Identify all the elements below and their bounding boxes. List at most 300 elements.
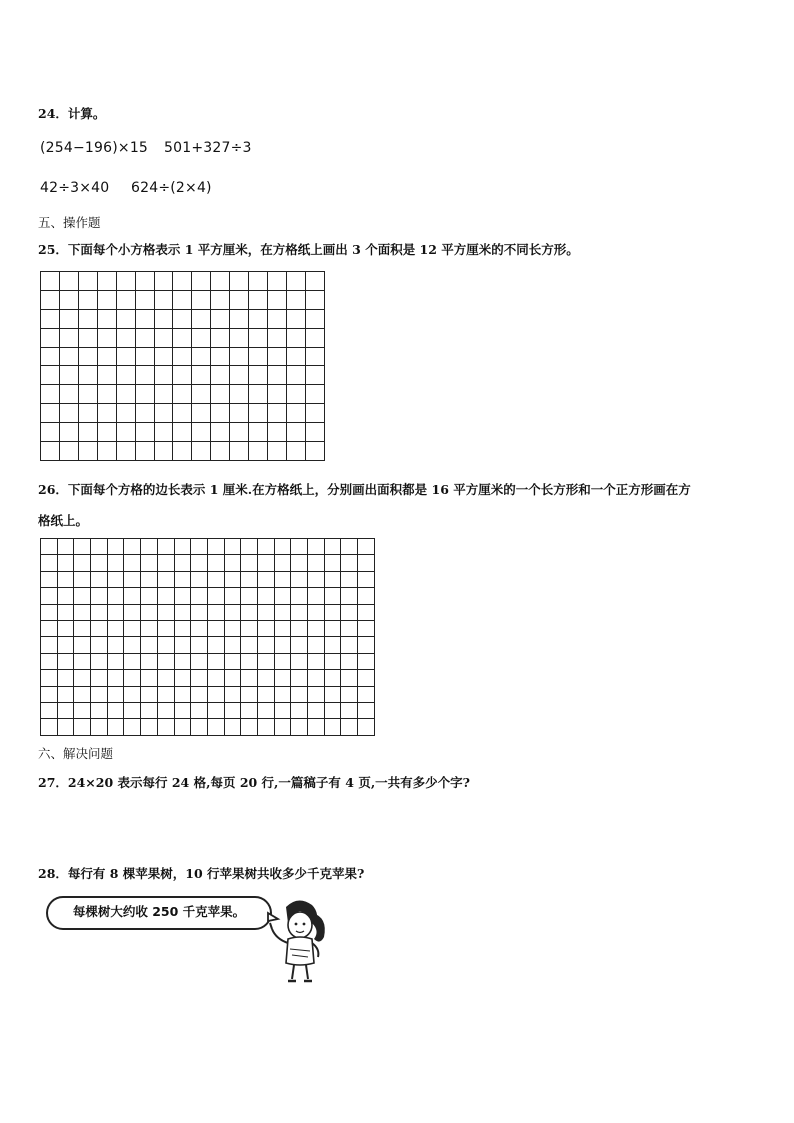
grid-cell [274, 539, 291, 555]
grid-cell [241, 703, 258, 719]
grid-cell [41, 604, 58, 620]
grid-cell [116, 290, 135, 309]
grid-cell [41, 404, 60, 423]
grid-cell [74, 686, 91, 702]
grid-cell [59, 404, 78, 423]
grid-cell [157, 719, 174, 736]
grid-cell [358, 621, 375, 637]
grid-row [41, 653, 375, 669]
grid-cell [358, 703, 375, 719]
grid-cell [173, 366, 192, 385]
grid-cell [192, 442, 211, 461]
girl-illustration [248, 893, 332, 985]
grid-cell [230, 328, 249, 347]
grid-cell [154, 423, 173, 442]
grid-cell [286, 272, 305, 291]
grid-cell [135, 272, 154, 291]
grid-cell [57, 604, 74, 620]
grid-cell [274, 686, 291, 702]
grid-cell [257, 588, 274, 604]
grid-cell [97, 309, 116, 328]
grid-cell [141, 637, 158, 653]
grid-cell [107, 539, 124, 555]
grid-cell [107, 588, 124, 604]
grid-cell [191, 637, 208, 653]
grid-cell [141, 604, 158, 620]
grid-cell [230, 366, 249, 385]
grid-cell [41, 555, 58, 571]
grid-cell [57, 637, 74, 653]
grid-cell [207, 653, 224, 669]
grid-cell [191, 588, 208, 604]
grid-cell [241, 621, 258, 637]
grid-cell [41, 588, 58, 604]
grid-cell [241, 686, 258, 702]
grid-cell [249, 385, 268, 404]
grid-cell [305, 290, 324, 309]
grid-cell [135, 404, 154, 423]
grid-cell [358, 637, 375, 653]
grid-cell [291, 686, 308, 702]
question-26-line-2: 格纸上。 [38, 513, 89, 528]
grid-cell [268, 404, 287, 423]
grid-cell [207, 555, 224, 571]
grid-cell [135, 347, 154, 366]
grid-cell [257, 703, 274, 719]
grid-cell [341, 653, 358, 669]
grid-cell [78, 328, 97, 347]
grid-cell [135, 366, 154, 385]
speech-bubble [46, 896, 272, 930]
grid-cell [154, 328, 173, 347]
grid-cell [211, 347, 230, 366]
grid-cell [74, 604, 91, 620]
grid-cell [174, 719, 191, 736]
question-26-line-1: 26．下面每个方格的边长表示 1 厘米.在方格纸上，分别画出面积都是 16 平方厘米的一个长方形和一个正方形画在方 [38, 482, 691, 497]
grid-cell [268, 366, 287, 385]
grid-cell [224, 686, 241, 702]
grid-cell [341, 621, 358, 637]
grid-cell [107, 719, 124, 736]
grid-cell [358, 588, 375, 604]
grid-cell [124, 703, 141, 719]
grid-cell [207, 539, 224, 555]
question-25-title: 25．下面每个小方格表示 1 平方厘米，在方格纸上画出 3 个面积是 12 平方厘米的不同长方形。 [38, 242, 579, 257]
grid-cell [57, 719, 74, 736]
grid-cell [207, 703, 224, 719]
grid-cell [358, 555, 375, 571]
grid-cell [192, 347, 211, 366]
grid-cell [257, 670, 274, 686]
grid-cell [191, 555, 208, 571]
grid-cell [41, 442, 60, 461]
grid-row [41, 555, 375, 571]
grid-cell [116, 366, 135, 385]
grid-row [41, 621, 375, 637]
grid-cell [57, 555, 74, 571]
grid-cell [157, 539, 174, 555]
grid-paper-q25 [40, 271, 325, 461]
grid-cell [211, 385, 230, 404]
grid-cell [224, 653, 241, 669]
grid-cell [291, 653, 308, 669]
grid-row [41, 604, 375, 620]
grid-cell [141, 719, 158, 736]
grid-cell [107, 637, 124, 653]
calc-expression-2: 501+327÷3 [164, 140, 252, 156]
grid-cell [41, 703, 58, 719]
grid-cell [286, 423, 305, 442]
grid-cell [268, 385, 287, 404]
grid-cell [107, 555, 124, 571]
grid-cell [207, 588, 224, 604]
grid-cell [78, 272, 97, 291]
grid-cell [257, 621, 274, 637]
grid-cell [141, 670, 158, 686]
grid-cell [57, 571, 74, 587]
grid-cell [124, 670, 141, 686]
grid-cell [116, 309, 135, 328]
grid-cell [249, 290, 268, 309]
grid-cell [57, 621, 74, 637]
grid-cell [291, 571, 308, 587]
grid-cell [116, 328, 135, 347]
grid-cell [173, 385, 192, 404]
grid-cell [241, 719, 258, 736]
grid-cell [308, 539, 325, 555]
grid-cell [257, 653, 274, 669]
grid-cell [173, 272, 192, 291]
grid-cell [308, 637, 325, 653]
grid-cell [211, 423, 230, 442]
grid-cell [107, 604, 124, 620]
grid-cell [157, 571, 174, 587]
grid-cell [74, 588, 91, 604]
grid-cell [241, 604, 258, 620]
grid-cell [305, 423, 324, 442]
grid-cell [274, 653, 291, 669]
grid-cell [308, 555, 325, 571]
grid-cell [97, 404, 116, 423]
grid-cell [230, 385, 249, 404]
grid-cell [308, 588, 325, 604]
grid-cell [97, 272, 116, 291]
grid-cell [286, 385, 305, 404]
grid-cell [230, 347, 249, 366]
grid-cell [74, 555, 91, 571]
grid-cell [249, 423, 268, 442]
grid-cell [97, 290, 116, 309]
grid-cell [274, 604, 291, 620]
grid-cell [241, 571, 258, 587]
grid-cell [124, 719, 141, 736]
grid-cell [59, 366, 78, 385]
grid-cell [207, 670, 224, 686]
grid-cell [192, 404, 211, 423]
grid-cell [91, 686, 108, 702]
grid-cell [141, 703, 158, 719]
grid-cell [157, 588, 174, 604]
grid-cell [41, 366, 60, 385]
grid-cell [286, 366, 305, 385]
grid-cell [124, 686, 141, 702]
grid-cell [207, 719, 224, 736]
grid-cell [192, 423, 211, 442]
grid-cell [268, 423, 287, 442]
grid-cell [91, 670, 108, 686]
grid-cell [141, 686, 158, 702]
grid-cell [341, 670, 358, 686]
grid-cell [91, 571, 108, 587]
grid-cell [91, 539, 108, 555]
grid-cell [174, 621, 191, 637]
grid-cell [59, 328, 78, 347]
grid-cell [154, 272, 173, 291]
grid-cell [192, 272, 211, 291]
grid-cell [286, 328, 305, 347]
grid-row [41, 686, 375, 702]
grid-cell [59, 272, 78, 291]
grid-cell [157, 637, 174, 653]
grid-cell [207, 637, 224, 653]
grid-cell [59, 442, 78, 461]
grid-cell [57, 670, 74, 686]
grid-cell [291, 604, 308, 620]
grid-cell [230, 272, 249, 291]
grid-cell [249, 347, 268, 366]
grid-cell [135, 290, 154, 309]
grid-cell [341, 588, 358, 604]
grid-cell [174, 571, 191, 587]
grid-cell [107, 686, 124, 702]
grid-cell [324, 621, 341, 637]
grid-cell [291, 539, 308, 555]
grid-cell [324, 604, 341, 620]
grid-cell [257, 571, 274, 587]
grid-cell [274, 571, 291, 587]
grid-cell [192, 290, 211, 309]
grid-cell [291, 703, 308, 719]
grid-cell [135, 328, 154, 347]
grid-cell [157, 703, 174, 719]
grid-cell [141, 588, 158, 604]
grid-cell [97, 442, 116, 461]
grid-cell [305, 442, 324, 461]
grid-cell [174, 637, 191, 653]
grid-cell [308, 604, 325, 620]
grid-cell [308, 719, 325, 736]
grid-cell [174, 588, 191, 604]
grid-cell [154, 404, 173, 423]
grid-cell [257, 555, 274, 571]
grid-cell [41, 637, 58, 653]
grid-cell [305, 385, 324, 404]
grid-cell [230, 404, 249, 423]
grid-cell [305, 366, 324, 385]
grid-cell [268, 272, 287, 291]
grid-cell [324, 555, 341, 571]
grid-cell [41, 385, 60, 404]
grid-cell [191, 604, 208, 620]
grid-cell [141, 653, 158, 669]
grid-cell [174, 703, 191, 719]
grid-cell [74, 670, 91, 686]
grid-cell [286, 442, 305, 461]
grid-cell [154, 366, 173, 385]
grid-cell [207, 604, 224, 620]
grid-cell [286, 404, 305, 423]
grid-cell [78, 385, 97, 404]
grid-cell [41, 539, 58, 555]
grid-cell [191, 686, 208, 702]
grid-cell [116, 347, 135, 366]
grid-cell [274, 621, 291, 637]
grid-cell [324, 653, 341, 669]
grid-cell [249, 442, 268, 461]
grid-cell [211, 442, 230, 461]
grid-cell [291, 555, 308, 571]
grid-cell [91, 604, 108, 620]
grid-cell [173, 328, 192, 347]
grid-cell [241, 653, 258, 669]
grid-cell [224, 703, 241, 719]
grid-cell [211, 366, 230, 385]
grid-cell [124, 621, 141, 637]
grid-cell [74, 571, 91, 587]
grid-cell [241, 670, 258, 686]
grid-cell [124, 539, 141, 555]
grid-row [41, 309, 325, 328]
grid-cell [308, 621, 325, 637]
grid-cell [135, 442, 154, 461]
grid-cell [78, 404, 97, 423]
grid-cell [41, 686, 58, 702]
section-title-operations: 五、操作题 [38, 215, 101, 230]
grid-cell [211, 309, 230, 328]
grid-cell [274, 719, 291, 736]
grid-cell [157, 604, 174, 620]
grid-row [41, 328, 325, 347]
grid-cell [305, 347, 324, 366]
grid-cell [141, 555, 158, 571]
grid-row [41, 637, 375, 653]
grid-cell [207, 571, 224, 587]
grid-cell [268, 290, 287, 309]
grid-cell [286, 347, 305, 366]
grid-cell [135, 309, 154, 328]
grid-cell [173, 442, 192, 461]
grid-cell [59, 290, 78, 309]
grid-cell [358, 539, 375, 555]
grid-cell [78, 290, 97, 309]
grid-cell [135, 423, 154, 442]
grid-cell [116, 442, 135, 461]
grid-row [41, 347, 325, 366]
grid-row [41, 385, 325, 404]
grid-cell [341, 604, 358, 620]
grid-cell [230, 309, 249, 328]
grid-cell [211, 328, 230, 347]
grid-cell [308, 703, 325, 719]
grid-cell [41, 272, 60, 291]
grid-cell [107, 621, 124, 637]
grid-cell [173, 423, 192, 442]
grid-cell [78, 442, 97, 461]
grid-cell [191, 653, 208, 669]
grid-cell [78, 423, 97, 442]
grid-cell [308, 571, 325, 587]
grid-cell [305, 309, 324, 328]
grid-cell [74, 653, 91, 669]
grid-cell [157, 670, 174, 686]
grid-cell [173, 290, 192, 309]
grid-cell [358, 670, 375, 686]
grid-cell [124, 604, 141, 620]
grid-cell [74, 637, 91, 653]
grid-cell [230, 442, 249, 461]
grid-cell [154, 290, 173, 309]
grid-cell [124, 555, 141, 571]
grid-row [41, 404, 325, 423]
grid-row [41, 442, 325, 461]
grid-cell [192, 309, 211, 328]
grid-cell [291, 670, 308, 686]
grid-cell [154, 309, 173, 328]
grid-cell [59, 347, 78, 366]
grid-row [41, 571, 375, 587]
grid-cell [291, 719, 308, 736]
speech-bubble-text: 每棵树大约收 250 千克苹果。 [72, 904, 246, 919]
question-28-title: 28．每行有 8 棵苹果树，10 行苹果树共收多少千克苹果? [38, 866, 365, 881]
grid-cell [249, 328, 268, 347]
grid-cell [230, 423, 249, 442]
grid-cell [207, 686, 224, 702]
grid-cell [191, 670, 208, 686]
grid-cell [78, 347, 97, 366]
grid-cell [173, 309, 192, 328]
grid-cell [324, 571, 341, 587]
grid-cell [59, 423, 78, 442]
grid-cell [41, 571, 58, 587]
grid-cell [74, 719, 91, 736]
grid-cell [174, 653, 191, 669]
grid-cell [291, 588, 308, 604]
grid-cell [305, 272, 324, 291]
grid-cell [341, 703, 358, 719]
grid-cell [192, 385, 211, 404]
grid-cell [91, 588, 108, 604]
grid-cell [308, 686, 325, 702]
grid-cell [268, 309, 287, 328]
grid-cell [274, 670, 291, 686]
grid-cell [324, 539, 341, 555]
grid-cell [141, 571, 158, 587]
grid-cell [286, 290, 305, 309]
grid-cell [192, 366, 211, 385]
grid-cell [74, 703, 91, 719]
grid-cell [157, 621, 174, 637]
grid-cell [91, 703, 108, 719]
grid-cell [141, 539, 158, 555]
grid-cell [358, 571, 375, 587]
grid-row [41, 423, 325, 442]
grid-cell [191, 703, 208, 719]
grid-cell [91, 637, 108, 653]
grid-cell [116, 404, 135, 423]
grid-cell [324, 637, 341, 653]
grid-cell [116, 272, 135, 291]
grid-paper-q26 [40, 538, 375, 736]
